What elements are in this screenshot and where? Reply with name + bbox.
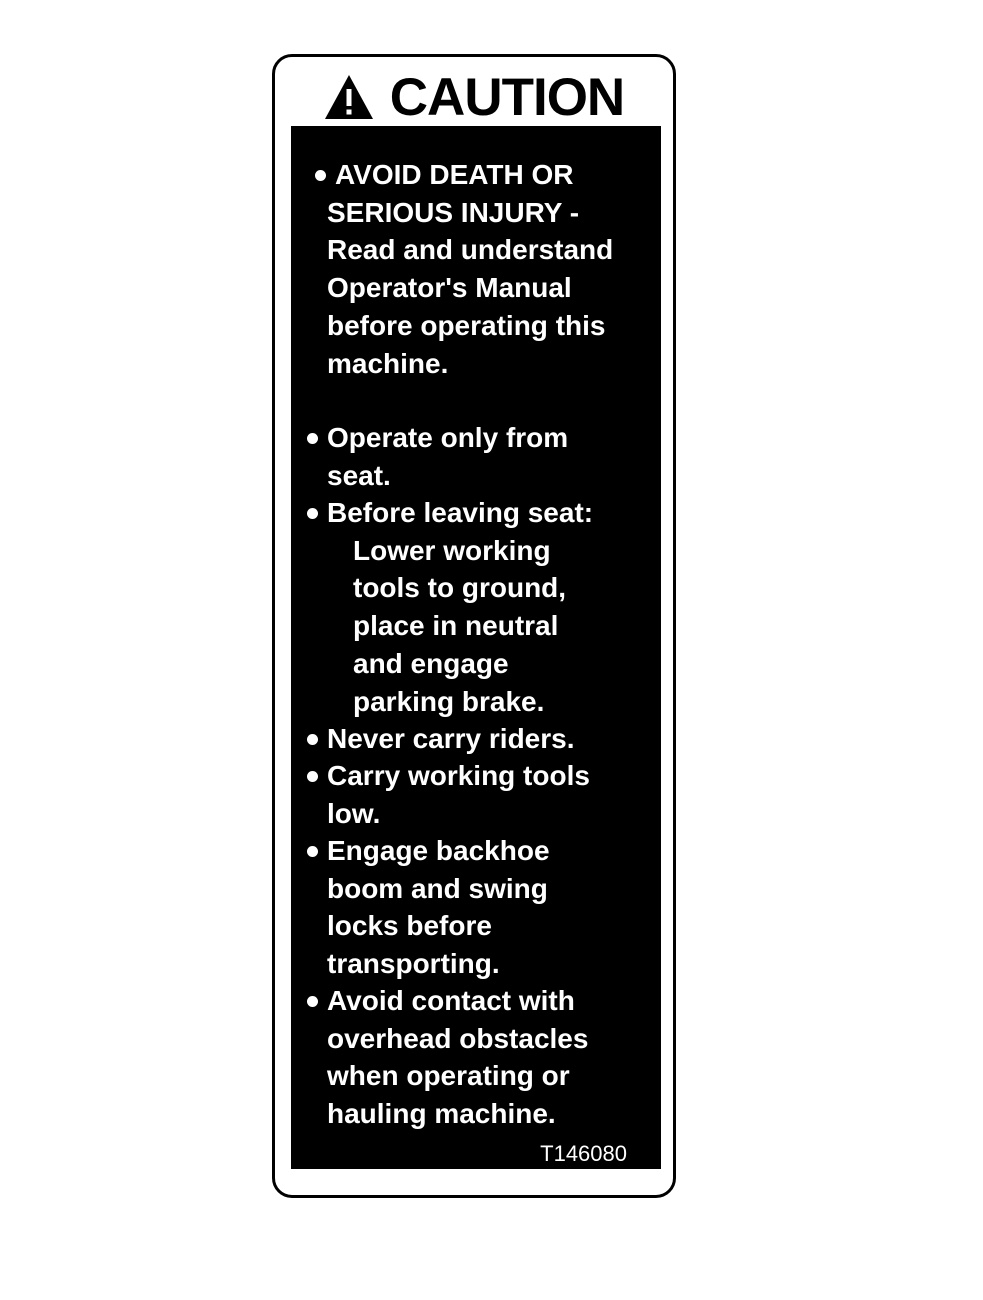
caution-title: CAUTION [389, 67, 625, 127]
caution-decal [272, 54, 676, 1198]
item-line: Read and understand [327, 234, 614, 266]
item-line: when operating or [327, 1060, 570, 1092]
item-line: Before leaving seat: [327, 497, 594, 528]
list-item [291, 720, 661, 758]
list-item [291, 757, 661, 832]
item-sub-line: and engage [353, 647, 509, 679]
item-line: AVOID DEATH OR [335, 159, 574, 190]
item-sub-line: tools to ground, [353, 572, 567, 604]
item-line: Operator's Manual [327, 272, 572, 304]
item-line: SERIOUS INJURY - [327, 196, 580, 228]
warning-triangle-icon [324, 74, 374, 120]
caution-header [275, 67, 673, 127]
item-line: Engage backhoe [327, 835, 550, 866]
item-line: locks before [327, 910, 492, 942]
item-line: Never carry riders. [327, 723, 575, 754]
bullet-icon [307, 433, 318, 444]
bullet-icon [315, 170, 326, 181]
instruction-panel [291, 126, 661, 1169]
item-line: hauling machine. [327, 1098, 556, 1130]
item-sub-line: place in neutral [353, 610, 559, 642]
item-line: machine. [327, 347, 449, 379]
bullet-icon [307, 508, 318, 519]
item-sub-line: parking brake. [353, 685, 545, 717]
item-line: Operate only from [327, 422, 569, 453]
item-line: seat. [327, 459, 391, 491]
item-line: Avoid contact with [327, 985, 575, 1016]
bullet-icon [307, 734, 318, 745]
list-item [291, 832, 661, 983]
part-number: T146080 [540, 1141, 627, 1166]
item-line: transporting. [327, 948, 500, 980]
bullet-icon [307, 996, 318, 1007]
item-line: boom and swing [327, 872, 548, 904]
list-item [291, 156, 661, 382]
item-line: overhead obstacles [327, 1022, 589, 1054]
bullet-icon [307, 771, 318, 782]
item-line: Carry working tools [327, 760, 590, 791]
list-item [291, 419, 661, 494]
bullet-icon [307, 846, 318, 857]
list-item [291, 494, 661, 720]
list-item [291, 982, 661, 1133]
item-line: before operating this [327, 309, 606, 341]
item-sub-line: Lower working [353, 534, 551, 566]
item-line: low. [327, 797, 381, 829]
